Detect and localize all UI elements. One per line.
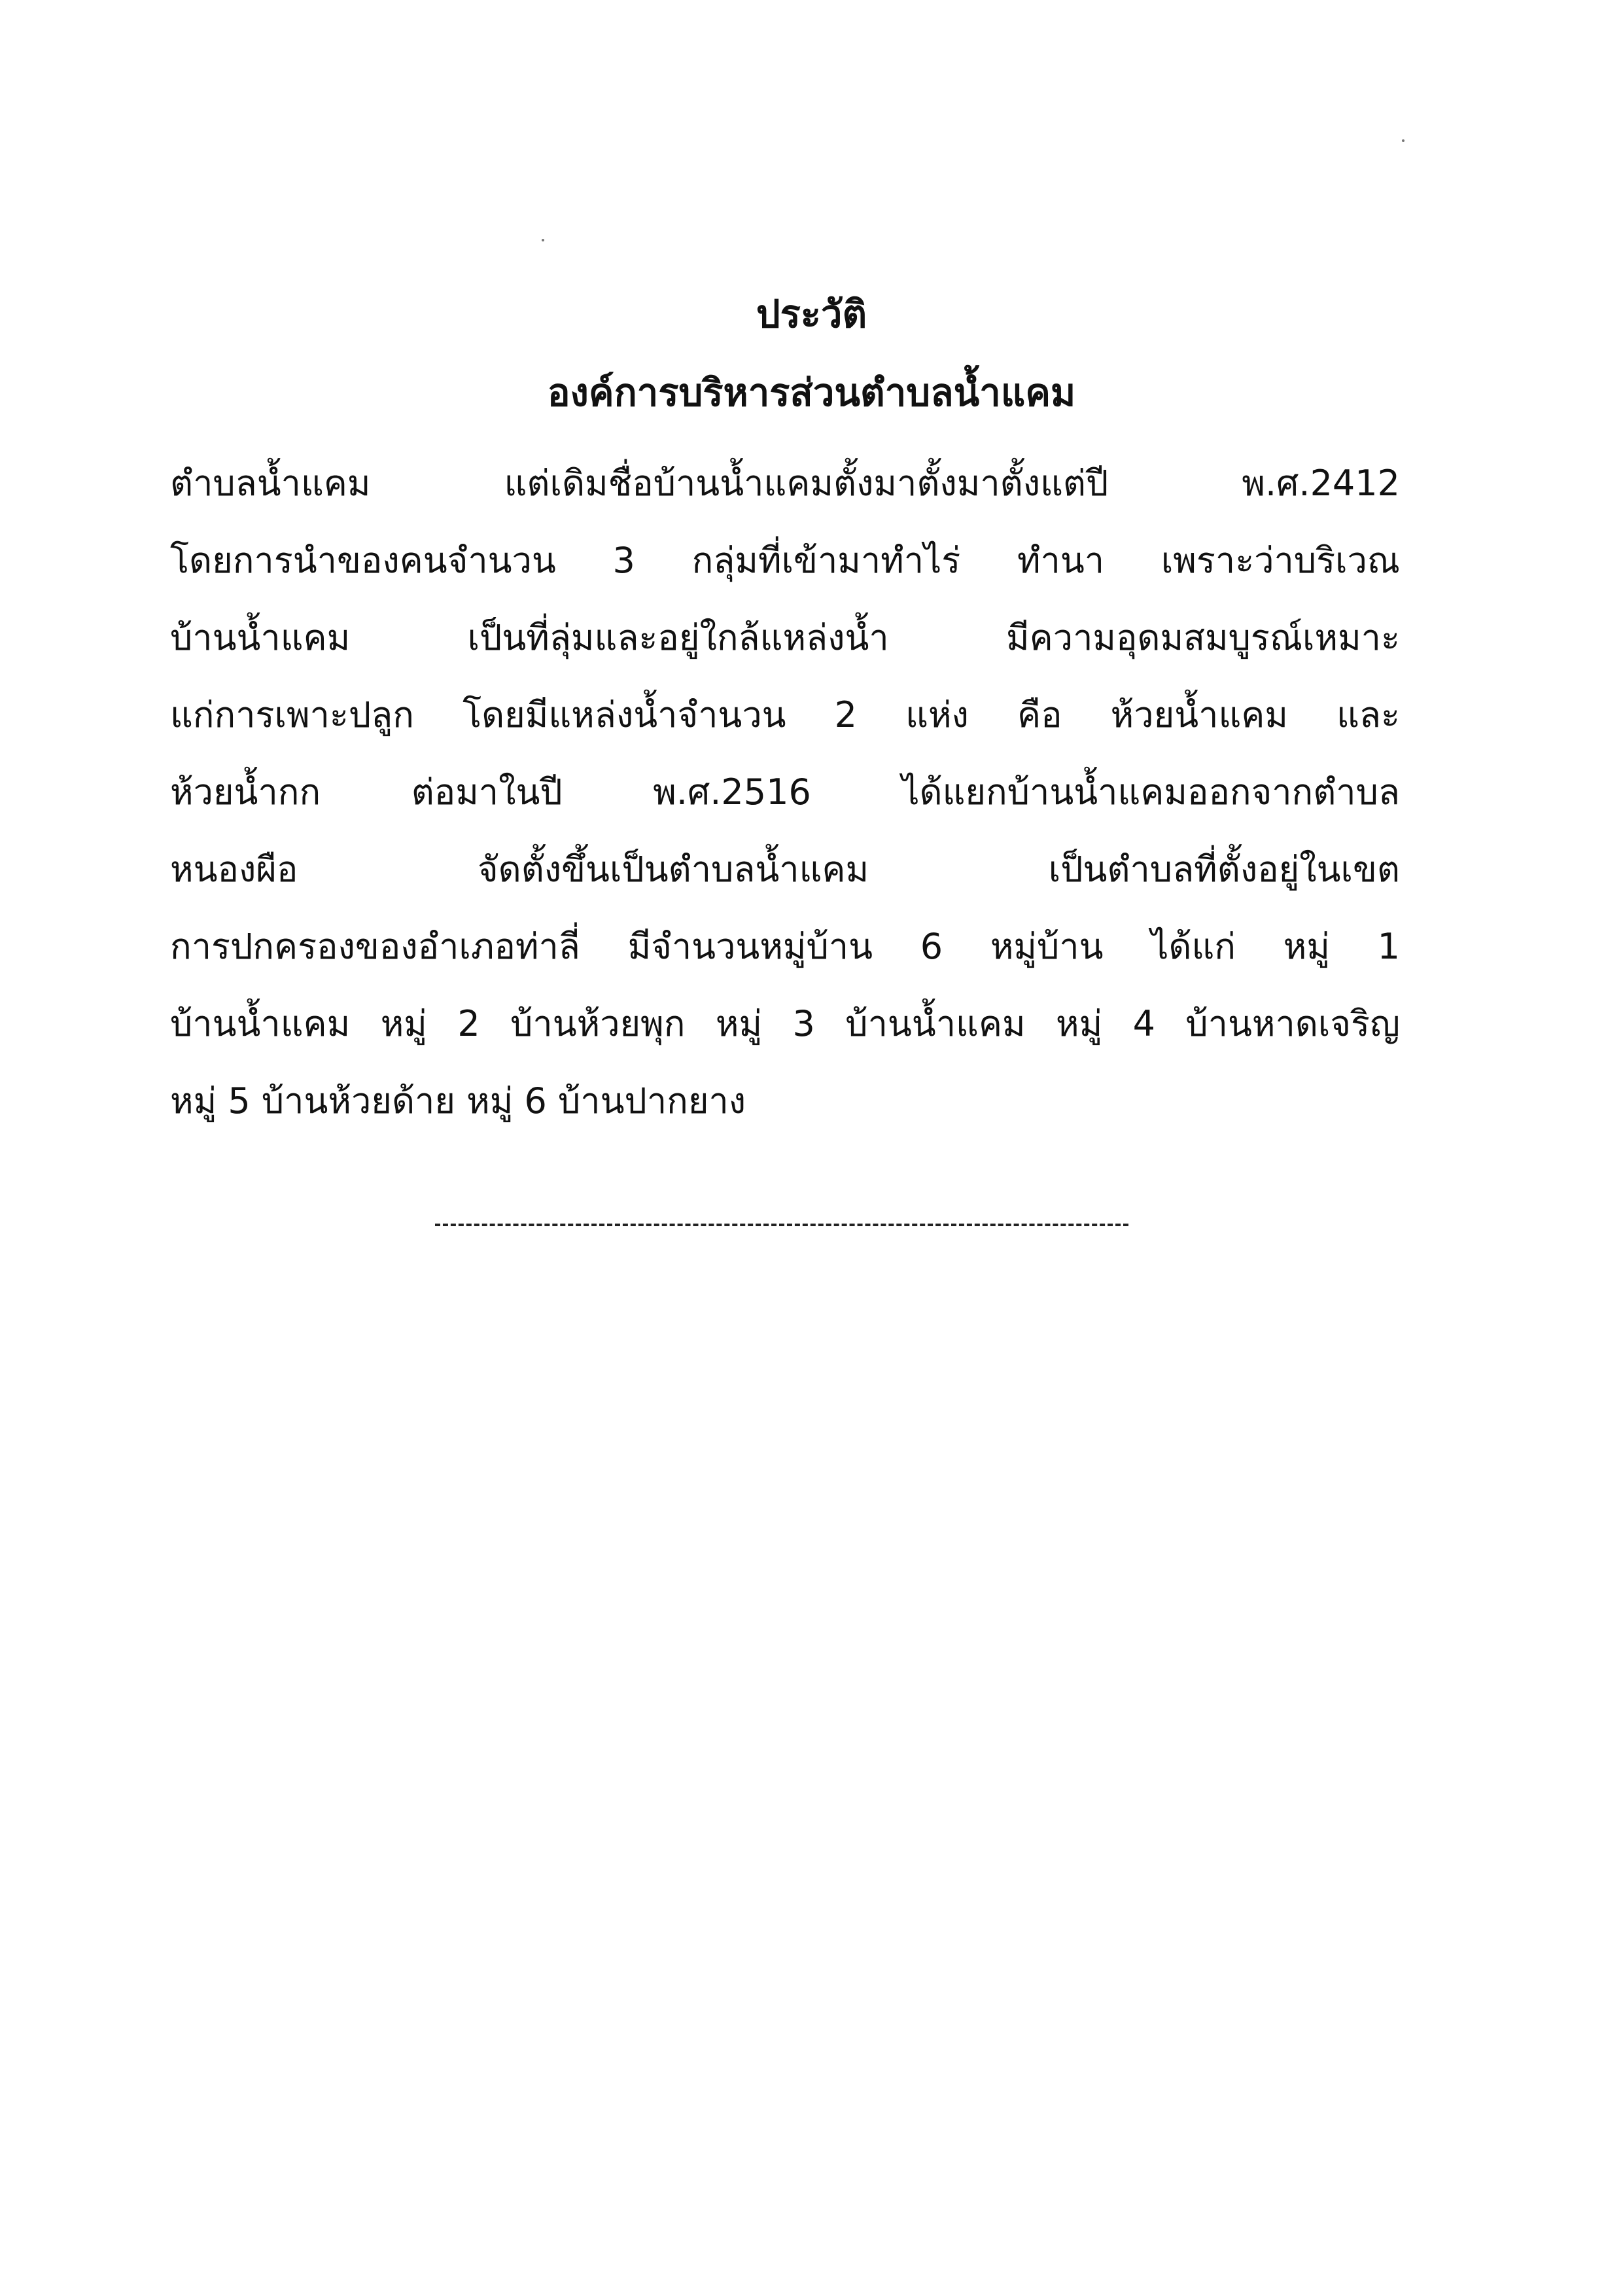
paragraph-line: หนองผือ จัดตั้งขึ้นเป็นตำบลน้ำแคม เป็นตำบลที่ตั้งอยู่ในเขต <box>170 849 1400 890</box>
paragraph-line: การปกครองของอำเภอท่าลี่ มีจำนวนหมู่บ้าน 6 หมู่บ้าน ได้แก่ หมู่ 1 <box>170 926 1400 967</box>
paragraph-line: ห้วยน้ำกก ต่อมาในปี พ.ศ.2516 ได้แยกบ้านน้ำแคมออกจากตำบล <box>170 771 1400 813</box>
history-paragraph <box>170 445 1400 1140</box>
document-subtitle: องค์การบริหารส่วนตำบลน้ำแคม <box>547 370 1076 415</box>
paragraph-line: แก่การเพาะปลูก โดยมีแหล่งน้ำจำนวน 2 แห่ง คือ ห้วยน้ำแคม และ <box>170 694 1400 735</box>
document-title: ประวัติ <box>756 292 867 336</box>
paragraph-line: ตำบลน้ำแคม แต่เดิมชื่อบ้านน้ำแคมตั้งมาตั้งมาตั้งแต่ปี พ.ศ.2412 <box>170 463 1400 504</box>
paragraph-line: โดยการนำของคนจำนวน 3 กลุ่มที่เข้ามาทำไร่ ทำนา เพราะว่าบริเวณ <box>170 540 1400 581</box>
paragraph-line: หมู่ 5 บ้านห้วยด้าย หมู่ 6 บ้านปากยาง <box>170 1080 746 1122</box>
dashed-divider <box>435 1224 1128 1226</box>
scan-speck <box>542 239 544 241</box>
paragraph-line: บ้านน้ำแคม หมู่ 2 บ้านห้วยพุก หมู่ 3 บ้านน้ำแคม หมู่ 4 บ้านหาดเจริญ <box>170 1003 1400 1044</box>
paragraph-line: บ้านน้ำแคม เป็นที่ลุ่มและอยู่ใกล้แหล่งน้ำ มีความอุดมสมบูรณ์เหมาะ <box>170 617 1400 658</box>
scan-speck <box>1402 139 1405 142</box>
